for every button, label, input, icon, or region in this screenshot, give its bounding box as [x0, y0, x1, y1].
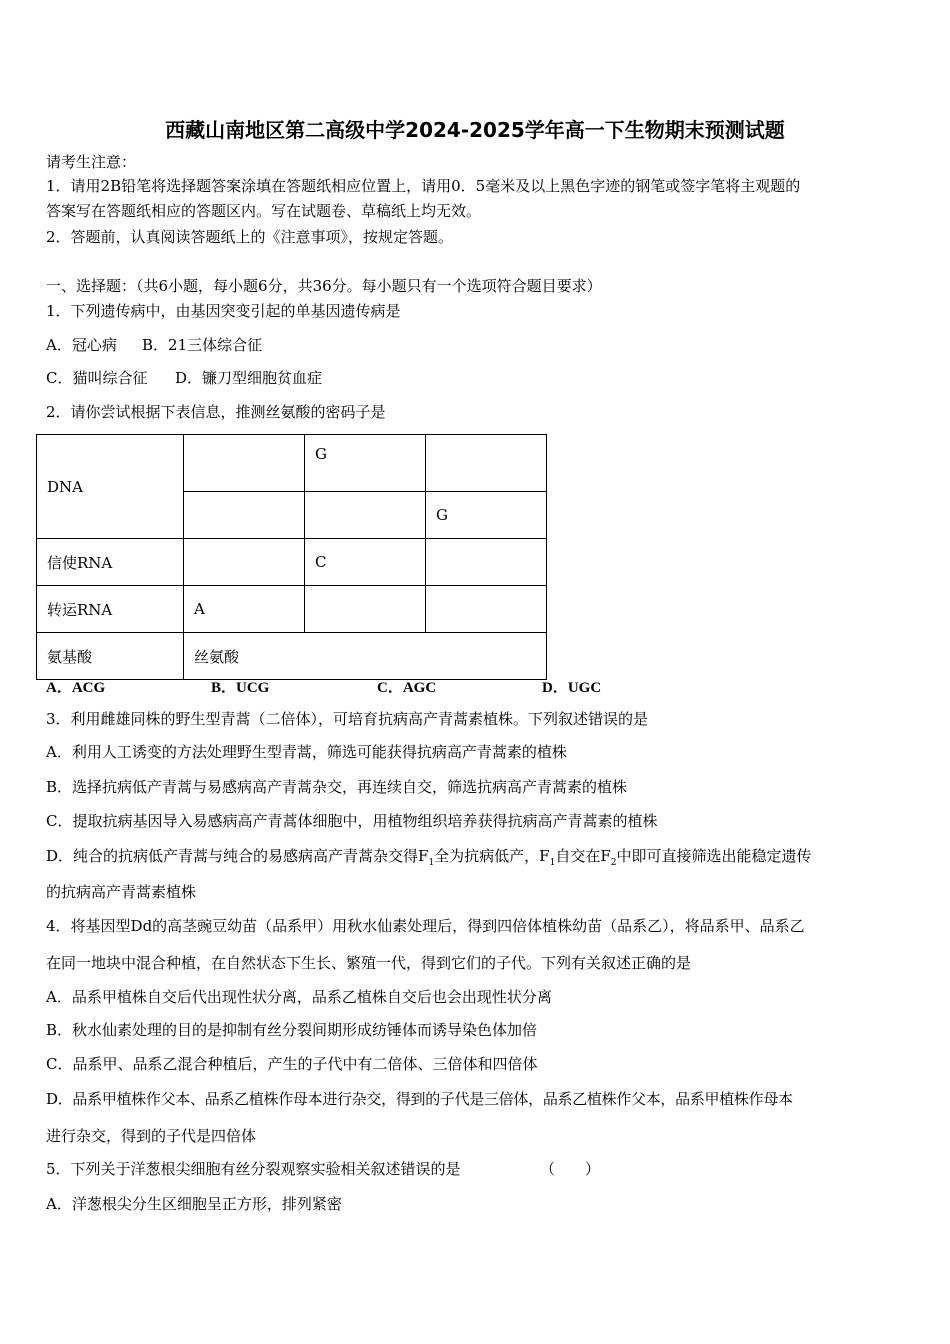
- q2-option-b: B．UCG: [211, 680, 270, 696]
- q2-stem: 2．请你尝试根据下表信息，推测丝氨酸的密码子是: [46, 403, 386, 421]
- q3-option-d: D．纯合的抗病低产青蒿与纯合的易感病高产青蒿杂交得$F_1$全为抗病低产，$F_1$自交在$F_2$中即可直接筛选出能稳定遗传: [46, 847, 812, 868]
- cell: A: [184, 586, 305, 633]
- q4-option-d: D．品系甲植株作父本、品系乙植株作母本进行杂交，得到的子代是三倍体，品系乙植株作父本，品系甲植株作母本: [46, 1090, 793, 1108]
- cell: G: [305, 435, 426, 492]
- q2-option-d: D．UGC: [542, 680, 602, 696]
- q3-option-c: C．提取抗病基因导入易感病高产青蒿体细胞中，用植物组织培养获得抗病高产青蒿素的植株: [46, 812, 658, 830]
- q1-option-d: D．镰刀型细胞贫血症: [175, 369, 323, 387]
- cell: 丝氨酸: [184, 633, 547, 680]
- q1-option-c: C．猫叫综合征: [46, 369, 148, 387]
- q4-option-b: B．秋水仙素处理的目的是抑制有丝分裂间期形成纺锤体而诱导染色体加倍: [46, 1021, 538, 1039]
- q3-option-d-cont: 的抗病高产青蒿素植株: [46, 883, 197, 901]
- q2-option-a: A．ACG: [46, 680, 106, 696]
- page-title: 西藏山南地区第二高级中学2024-2025学年高一下生物期末预测试题: [165, 118, 785, 142]
- notice-1-cont: 答案写在答题纸相应的答题区内。写在试题卷、草稿纸上均无效。: [46, 202, 482, 220]
- answer-parentheses: （ ）: [540, 1160, 601, 1178]
- q4-option-a: A．品系甲植株自交后代出现性状分离，品系乙植株自交后也会出现性状分离: [46, 988, 552, 1006]
- cell: G: [426, 492, 547, 539]
- notice-1: 1．请用2B铅笔将选择题答案涂填在答题纸相应位置上，请用0．5毫米及以上黑色字迹的钢笔或签字笔将主观题的: [46, 177, 801, 195]
- row-label-trna: 转运RNA: [37, 586, 184, 633]
- q4-option-c: C．品系甲、品系乙混合种植后，产生的子代中有二倍体、三倍体和四倍体: [46, 1055, 538, 1073]
- q3-option-a: A．利用人工诱变的方法处理野生型青蒿，筛选可能获得抗病高产青蒿素的植株: [46, 743, 567, 761]
- q1-option-b: B．21三体综合征: [142, 336, 263, 354]
- q5-stem: 5．下列关于洋葱根尖细胞有丝分裂观察实验相关叙述错误的是: [46, 1160, 461, 1178]
- q5-option-a: A．洋葱根尖分生区细胞呈正方形，排列紧密: [46, 1195, 342, 1213]
- q3-stem: 3．利用雌雄同株的野生型青蒿（二倍体），可培育抗病高产青蒿素植株。下列叙述错误的是: [46, 710, 649, 728]
- q4-stem-cont: 在同一地块中混合种植，在自然状态下生长、繁殖一代，得到它们的子代。下列有关叙述正确的是: [46, 954, 692, 972]
- q1-option-a: A．冠心病: [46, 336, 117, 354]
- cell: C: [305, 539, 426, 586]
- q1-stem: 1．下列遗传病中，由基因突变引起的单基因遗传病是: [46, 302, 401, 320]
- codon-table: [36, 434, 547, 680]
- q3-option-b: B．选择抗病低产青蒿与易感病高产青蒿杂交，再连续自交，筛选抗病高产青蒿素的植株: [46, 778, 628, 796]
- q4-option-d-cont: 进行杂交，得到的子代是四倍体: [46, 1127, 257, 1145]
- notice-heading: 请考生注意：: [46, 153, 137, 171]
- q4-stem: 4．将基因型Dd的高茎豌豆幼苗（品系甲）用秋水仙素处理后，得到四倍体植株幼苗（品系乙），将品系甲、品系乙: [46, 917, 805, 935]
- notice-2: 2．答题前，认真阅读答题纸上的《注意事项》，按规定答题。: [46, 228, 454, 246]
- row-label-dna: DNA: [37, 435, 184, 539]
- row-label-amino-acid: 氨基酸: [37, 633, 184, 680]
- section-heading: 一、选择题：（共6小题，每小题6分，共36分。每小题只有一个选项符合题目要求）: [46, 277, 602, 295]
- q2-option-c: C．AGC: [377, 680, 437, 696]
- row-label-mrna: 信使RNA: [37, 539, 184, 586]
